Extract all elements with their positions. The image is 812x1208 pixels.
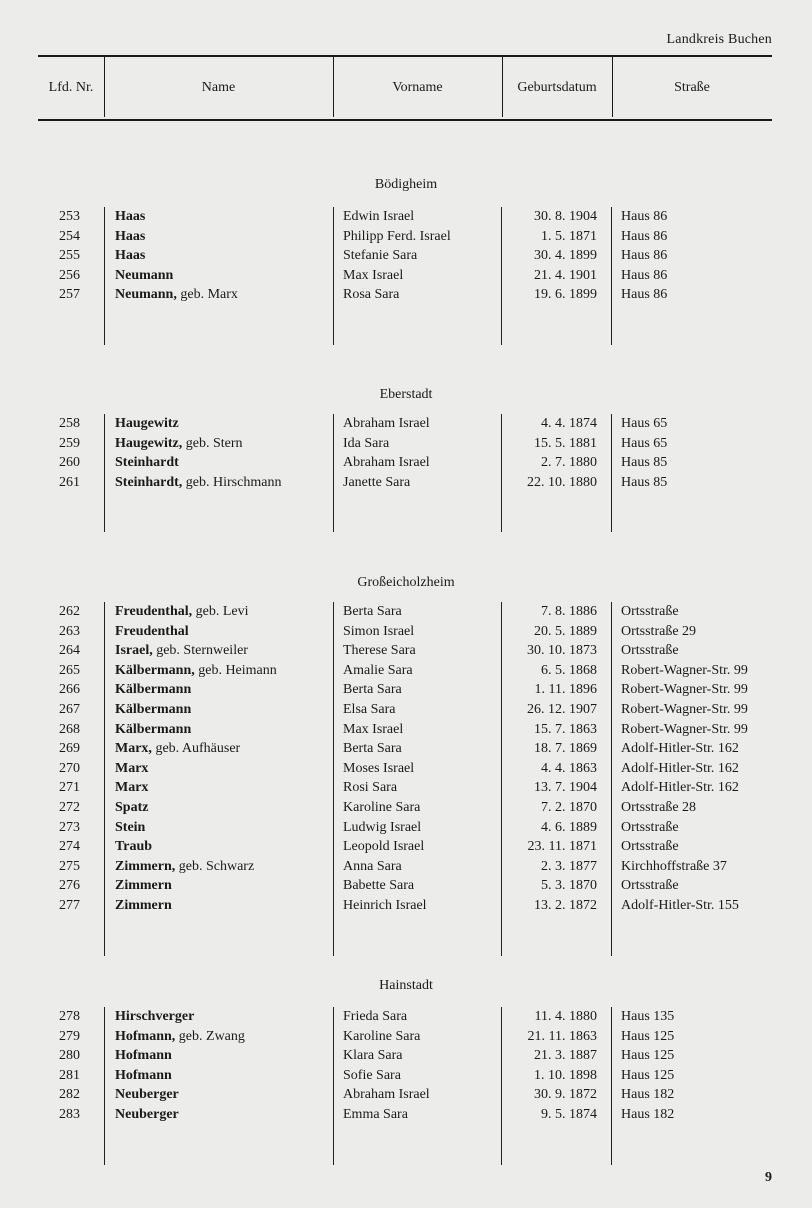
entry-maiden-name: geb. Hirschmann (185, 474, 282, 490)
entry-number: 253 (59, 209, 80, 224)
entry-birth-date: 9. 5. 1874 (541, 1107, 597, 1122)
entry-birth-date: 30. 10. 1873 (527, 643, 597, 659)
register-row (0, 741, 812, 760)
entry-first-name: Berta Sara (343, 741, 402, 757)
entry-name (115, 859, 254, 875)
entry-first-name: Berta Sara (343, 682, 402, 698)
entry-number: 256 (59, 267, 80, 283)
entry-name (115, 287, 238, 303)
column-rule (333, 1007, 334, 1165)
entry-maiden-name: geb. Schwarz (178, 858, 255, 874)
entry-number: 275 (59, 858, 80, 874)
entry-number: 262 (59, 604, 80, 619)
entry-number: 258 (59, 416, 80, 431)
entry-surname: Haas (115, 228, 146, 244)
entry-street: Ortsstraße (621, 878, 679, 894)
entry-name (115, 229, 145, 245)
entry-surname: Freudenthal (115, 623, 189, 639)
entry-first-name: Abraham Israel (343, 1087, 430, 1103)
entry-number: 279 (59, 1028, 80, 1044)
register-row (0, 1009, 812, 1028)
entry-number: 254 (59, 228, 80, 244)
entry-street: Haus 125 (621, 1028, 675, 1044)
entry-surname: Kälbermann (115, 721, 192, 737)
entry-street: Haus 182 (621, 1107, 675, 1122)
entry-birth-date: 1. 10. 1898 (534, 1067, 597, 1083)
entry-surname: Israel, (115, 643, 153, 659)
entry-street: Robert-Wagner-Str. 99 (621, 662, 748, 678)
column-rule (611, 207, 612, 345)
entry-maiden-name: geb. Stern (185, 435, 243, 451)
entry-number: 282 (59, 1087, 80, 1103)
register-row (0, 268, 812, 287)
register-row (0, 1107, 812, 1126)
register-row (0, 248, 812, 267)
entry-name (115, 1087, 179, 1103)
entry-birth-date: 21. 4. 1901 (534, 267, 597, 283)
entry-birth-date: 6. 5. 1868 (541, 662, 597, 678)
column-header-geburtsdatum: Geburtsdatum (517, 80, 597, 95)
entry-surname: Hofmann, (115, 1028, 176, 1044)
entry-number: 264 (59, 643, 80, 659)
entry-number: 273 (59, 819, 80, 835)
column-rule (611, 602, 612, 956)
entry-street: Ortsstraße (621, 839, 679, 855)
entry-number: 263 (59, 623, 80, 639)
entry-birth-date: 4. 4. 1874 (541, 416, 597, 431)
entry-birth-date: 20. 5. 1889 (534, 623, 597, 639)
entry-surname: Kälbermann (115, 702, 192, 717)
entry-surname: Marx (115, 760, 149, 776)
entry-first-name: Max Israel (343, 267, 404, 283)
entry-surname: Traub (115, 839, 153, 855)
register-row (0, 682, 812, 701)
entry-name (115, 702, 191, 718)
entry-surname: Marx, (115, 741, 152, 757)
entry-name (115, 604, 249, 620)
entry-number: 259 (59, 435, 80, 451)
entry-name (115, 682, 191, 698)
entry-number: 272 (59, 800, 80, 815)
entry-street: Kirchhoffstraße 37 (621, 858, 727, 874)
entry-number: 277 (59, 898, 80, 913)
entry-birth-date: 7. 2. 1870 (541, 800, 597, 815)
entry-street: Adolf-Hitler-Str. 155 (621, 898, 739, 913)
entry-number: 257 (59, 287, 80, 303)
register-row (0, 722, 812, 741)
register-row (0, 1048, 812, 1067)
entry-first-name: Frieda Sara (343, 1009, 408, 1024)
entry-name (115, 761, 148, 777)
column-header-name: Name (201, 80, 236, 95)
entry-name (115, 800, 148, 816)
entry-surname: Neumann (115, 267, 174, 283)
entry-birth-date: 13. 2. 1872 (534, 898, 597, 913)
register-row (0, 780, 812, 799)
register-row (0, 287, 812, 306)
entry-street: Haus 182 (621, 1087, 675, 1103)
entry-name (115, 643, 248, 659)
entry-street: Haus 86 (621, 209, 668, 224)
register-row (0, 878, 812, 897)
register-row (0, 1029, 812, 1048)
entry-maiden-name: geb. Marx (180, 287, 238, 303)
column-rule (333, 602, 334, 956)
entry-first-name: Babette Sara (343, 878, 415, 894)
entry-street: Haus 85 (621, 474, 668, 490)
register-row (0, 1087, 812, 1106)
entry-first-name: Ida Sara (343, 435, 390, 451)
entry-first-name: Abraham Israel (343, 455, 430, 471)
entry-birth-date: 22. 10. 1880 (527, 474, 597, 490)
entry-maiden-name: geb. Zwang (178, 1028, 245, 1044)
entry-maiden-name: geb. Heimann (198, 662, 277, 678)
entry-number: 265 (59, 662, 80, 678)
entry-name (115, 268, 173, 284)
entry-name (115, 839, 152, 855)
page-number: 9 (765, 1170, 772, 1185)
entry-birth-date: 4. 6. 1889 (541, 819, 597, 835)
entry-surname: Spatz (115, 800, 149, 815)
entry-birth-date: 13. 7. 1904 (534, 780, 597, 796)
entry-first-name: Therese Sara (343, 643, 416, 659)
entry-number: 268 (59, 721, 80, 737)
entry-number: 283 (59, 1107, 80, 1122)
entry-first-name: Berta Sara (343, 604, 402, 619)
entry-first-name: Simon Israel (343, 623, 415, 639)
entry-birth-date: 21. 11. 1863 (527, 1028, 597, 1044)
entry-first-name: Leopold Israel (343, 839, 425, 855)
entry-surname: Haas (115, 248, 146, 264)
column-header-strasse: Straße (674, 80, 710, 95)
register-row (0, 859, 812, 878)
entry-street: Haus 85 (621, 455, 668, 471)
entry-birth-date: 7. 8. 1886 (541, 604, 597, 619)
entry-number: 276 (59, 878, 80, 894)
column-rule (104, 414, 105, 532)
entry-name (115, 455, 179, 471)
entry-name (115, 1107, 179, 1123)
entry-name (115, 820, 145, 836)
entry-name (115, 741, 240, 757)
section-title: Großeicholzheim (357, 575, 455, 590)
entry-birth-date: 30. 4. 1899 (534, 248, 597, 264)
column-rule (104, 207, 105, 345)
entry-number: 261 (59, 474, 80, 490)
entry-surname: Hofmann (115, 1048, 172, 1064)
entry-birth-date: 30. 8. 1904 (534, 209, 597, 224)
register-row (0, 839, 812, 858)
entry-birth-date: 15. 5. 1881 (534, 435, 597, 451)
entry-first-name: Abraham Israel (343, 416, 430, 431)
register-row (0, 643, 812, 662)
column-rule (501, 207, 502, 345)
register-row (0, 820, 812, 839)
entry-name (115, 248, 145, 264)
entry-number: 278 (59, 1009, 80, 1024)
entry-first-name: Karoline Sara (343, 1028, 421, 1044)
column-rule (611, 1007, 612, 1165)
entry-first-name: Amalie Sara (343, 662, 413, 678)
entry-name (115, 878, 172, 894)
entry-birth-date: 2. 3. 1877 (541, 858, 597, 874)
entry-number: 267 (59, 702, 80, 717)
entry-street: Haus 125 (621, 1048, 675, 1064)
entry-birth-date: 2. 7. 1880 (541, 455, 597, 471)
entry-birth-date: 23. 11. 1871 (527, 839, 597, 855)
entry-birth-date: 18. 7. 1869 (534, 741, 597, 757)
entry-birth-date: 1. 11. 1896 (534, 682, 597, 698)
entry-surname: Kälbermann (115, 682, 192, 698)
entry-street: Haus 86 (621, 228, 668, 244)
entry-number: 266 (59, 682, 80, 698)
entry-street: Haus 86 (621, 248, 668, 264)
entry-surname: Stein (115, 819, 146, 835)
column-rule (501, 602, 502, 956)
entry-surname: Steinhardt, (115, 474, 183, 490)
entry-birth-date: 21. 3. 1887 (534, 1048, 597, 1064)
column-header-nr: Lfd. Nr. (48, 80, 94, 95)
entry-surname: Haugewitz (115, 416, 179, 431)
entry-street: Robert-Wagner-Str. 99 (621, 721, 748, 737)
register-row (0, 455, 812, 474)
entry-street: Ortsstraße (621, 643, 679, 659)
entry-maiden-name: geb. Levi (195, 604, 249, 619)
entry-name (115, 663, 277, 679)
entry-first-name: Anna Sara (343, 858, 402, 874)
entry-surname: Steinhardt (115, 455, 179, 471)
entry-name (115, 898, 172, 914)
section-title: Hainstadt (379, 978, 433, 993)
entry-surname: Hofmann (115, 1067, 172, 1083)
entry-birth-date: 11. 4. 1880 (534, 1009, 597, 1024)
register-row (0, 898, 812, 917)
register-row (0, 663, 812, 682)
entry-birth-date: 30. 9. 1872 (534, 1087, 597, 1103)
register-row (0, 209, 812, 228)
entry-surname: Neuberger (115, 1107, 179, 1122)
entry-first-name: Sofie Sara (343, 1067, 401, 1083)
entry-name (115, 1068, 172, 1084)
entry-maiden-name: geb. Aufhäuser (155, 741, 241, 757)
register-row (0, 761, 812, 780)
section-title: Bödigheim (374, 177, 438, 192)
register-row (0, 624, 812, 643)
entry-name (115, 436, 243, 452)
entry-street: Haus 86 (621, 267, 668, 283)
entry-surname: Zimmern (115, 878, 172, 894)
entry-name (115, 475, 281, 491)
entry-surname: Hirschverger (115, 1009, 195, 1024)
register-row (0, 604, 812, 623)
entry-street: Haus 65 (621, 416, 668, 431)
entry-name (115, 780, 148, 796)
entry-number: 270 (59, 760, 80, 776)
entry-surname: Kälbermann, (115, 662, 195, 678)
column-rule (611, 414, 612, 532)
entry-first-name: Philipp Ferd. Israel (343, 228, 451, 244)
entry-street: Haus 86 (621, 287, 668, 303)
register-row (0, 702, 812, 721)
entry-first-name: Ludwig Israel (343, 819, 422, 835)
entry-first-name: Edwin Israel (343, 209, 415, 224)
entry-surname: Haas (115, 209, 146, 224)
entry-first-name: Rosa Sara (343, 287, 400, 303)
entry-birth-date: 5. 3. 1870 (541, 878, 597, 894)
entry-first-name: Stefanie Sara (343, 248, 418, 264)
entry-first-name: Elsa Sara (343, 702, 396, 717)
entry-number: 274 (59, 839, 80, 855)
entry-street: Haus 65 (621, 435, 668, 451)
entry-first-name: Max Israel (343, 721, 404, 737)
entry-street: Ortsstraße 28 (621, 800, 697, 815)
entry-street: Adolf-Hitler-Str. 162 (621, 741, 739, 757)
column-rule (333, 207, 334, 345)
entry-birth-date: 1. 5. 1871 (541, 228, 597, 244)
entry-birth-date: 15. 7. 1863 (534, 721, 597, 737)
entry-surname: Haugewitz, (115, 435, 183, 451)
register-row (0, 229, 812, 248)
entry-first-name: Heinrich Israel (343, 898, 427, 913)
register-row (0, 436, 812, 455)
entry-number: 260 (59, 455, 80, 471)
entry-street: Robert-Wagner-Str. 99 (621, 682, 748, 698)
running-head: Landkreis Buchen (666, 32, 772, 47)
register-row (0, 475, 812, 494)
entry-surname: Freudenthal, (115, 604, 193, 619)
entry-name (115, 416, 179, 432)
entry-name (115, 1048, 172, 1064)
entry-surname: Zimmern (115, 898, 172, 913)
entry-name (115, 209, 145, 225)
entry-street: Haus 125 (621, 1067, 675, 1083)
register-row (0, 800, 812, 819)
entry-name (115, 624, 189, 640)
section-title: Eberstadt (379, 387, 433, 402)
column-rule (333, 414, 334, 532)
entry-surname: Zimmern, (115, 858, 176, 874)
entry-maiden-name: geb. Sternweiler (156, 643, 248, 659)
entry-number: 280 (59, 1048, 80, 1064)
column-rule (104, 602, 105, 956)
entry-surname: Neumann, (115, 287, 177, 303)
entry-first-name: Emma Sara (343, 1107, 408, 1122)
entry-street: Ortsstraße 29 (621, 623, 697, 639)
register-row (0, 1068, 812, 1087)
column-rule (501, 414, 502, 532)
entry-first-name: Janette Sara (343, 474, 411, 490)
entry-first-name: Klara Sara (343, 1048, 403, 1064)
entry-birth-date: 26. 12. 1907 (527, 702, 597, 717)
entry-number: 255 (59, 248, 80, 264)
entry-street: Ortsstraße (621, 604, 679, 619)
entry-name (115, 722, 191, 738)
entry-street: Adolf-Hitler-Str. 162 (621, 780, 739, 796)
entry-street: Ortsstraße (621, 819, 679, 835)
entry-street: Adolf-Hitler-Str. 162 (621, 760, 739, 776)
entry-first-name: Karoline Sara (343, 800, 421, 815)
entry-birth-date: 19. 6. 1899 (534, 287, 597, 303)
entry-number: 281 (59, 1067, 80, 1083)
column-rule (501, 1007, 502, 1165)
column-rule (104, 1007, 105, 1165)
entry-surname: Neuberger (115, 1087, 179, 1103)
entry-street: Haus 135 (621, 1009, 675, 1024)
entry-number: 269 (59, 741, 80, 757)
register-row (0, 416, 812, 435)
entry-first-name: Moses Israel (343, 760, 415, 776)
entry-name (115, 1009, 194, 1025)
entry-birth-date: 4. 4. 1863 (541, 760, 597, 776)
column-header-vorname: Vorname (392, 80, 443, 95)
entry-first-name: Rosi Sara (343, 780, 398, 796)
entry-name (115, 1029, 245, 1045)
entry-number: 271 (59, 780, 80, 796)
table-header (38, 55, 772, 121)
entry-surname: Marx (115, 780, 149, 796)
entry-street: Robert-Wagner-Str. 99 (621, 702, 748, 717)
